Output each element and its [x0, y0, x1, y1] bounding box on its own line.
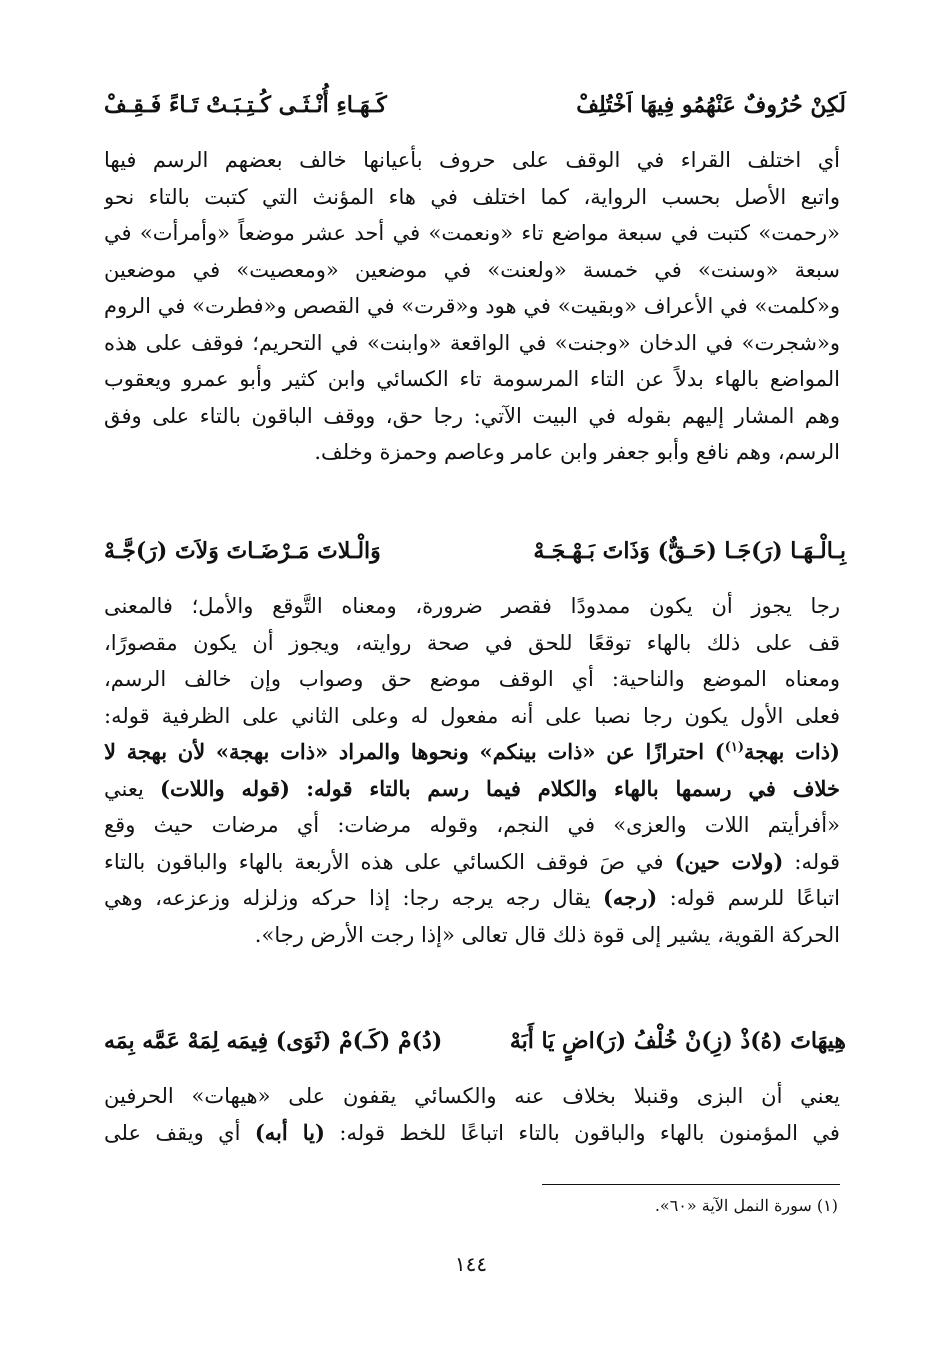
- paragraph-line: فعلى الأول يكون رجا نصبا على أنه مفعول له وعلى الثاني على الظرفية قوله:: [104, 703, 840, 728]
- plain-text: في صَ فوقف الكسائي على هذه الأربعة بالهاء والباقون بالتاء: [104, 849, 664, 874]
- paragraph-line: قف على ذلك بالهاء توقعًا للحق في صحة روايته، ويجوز أن يكون مقصورًا،: [104, 630, 840, 655]
- poem-verse-3: [104, 1028, 846, 1054]
- verse-2-first-hemistich: بِـالْـهَـا (رَ)جَـا (حَـقٌّ) وَذَاتَ بَـهْـجَـهْ: [533, 538, 846, 564]
- paragraph-line: وهم المشار إليهم بقوله في البيت الآتي: رجا حق، ووقف الباقون بالتاء على وفق: [104, 403, 840, 428]
- verse-2-second-hemistich: وَالْـلاتَ مَـرْضَـاتَ وَلاَتَ (رَ)جَّـهْ: [104, 538, 381, 564]
- paragraph-line: واتبع الأصل بحسب الرواية، كما اختلف في هاء المؤنث التي كتبت بالتاء نحو: [104, 184, 840, 209]
- paragraph-line: ومعناه الموضع والناحية: أي الوقف موضع حق وصواب وإن خالف الرسم،: [104, 667, 840, 691]
- paragraph-line: «رحمت» كتبت في سبعة مواضع تاء «ونعمت» في أحد عشر موضعاً «وأمرأت» في: [104, 221, 840, 245]
- footnote-divider: [542, 1184, 840, 1185]
- commentary-paragraph-1: [104, 142, 840, 471]
- paragraph-line: [104, 1115, 840, 1152]
- commentary-paragraph-2: [104, 588, 840, 953]
- bold-phrase: (ذات بهجة: [744, 739, 840, 764]
- paragraph-line: [104, 844, 840, 881]
- verse-3-first-hemistich: هِيهَاتَ (هُ)ذْ (زِ)نْ خُلْفُ (رَ)اضٍ يَا أَبَهْ: [509, 1028, 846, 1054]
- plain-text: يعني: [104, 776, 144, 801]
- plain-text: يقال رجه يرجه رجا: إذا حركه وزلزله وزعزعه، وهي: [104, 886, 591, 910]
- plain-text: أي ويقف على: [104, 1120, 241, 1145]
- verse-3-second-hemistich: (دُ)مْ (كَـ)مْ (ثَوَى) فِيمَه لِمَهْ عَمَّه بِمَه: [104, 1028, 443, 1054]
- plain-text: في المؤمنون بالهاء والباقون بالتاء اتباعًا للخط قوله:: [339, 1120, 840, 1145]
- paragraph-line: يعني أن البزى وقنبلا بخلاف عنه والكسائي يقفون على «هيهات» الحرفين: [104, 1084, 840, 1108]
- poem-verse-1: [104, 92, 846, 118]
- bold-quote: (يا أبه): [254, 1119, 325, 1145]
- page-number: ١٤٤: [454, 1252, 488, 1276]
- bold-quote: (قوله واللات): [160, 775, 290, 801]
- plain-text: قوله:: [794, 849, 840, 874]
- paragraph-line: و«كلمت» في الأعراف «وبقيت» في هود و«قرت» في القصص و«فطرت» في الروم: [104, 294, 840, 318]
- paragraph-line: الحركة القوية، يشير إلى قوة ذلك قال تعالى «إذا رجت الأرض رجا».: [254, 922, 840, 947]
- paragraph-line: الرسم، وهم نافع وأبو جعفر وابن عامر وعاصم وحمزة وخلف.: [314, 440, 840, 464]
- paragraph-line-bold: [104, 734, 840, 771]
- plain-text: اتباعًا للرسم قوله:: [669, 886, 840, 910]
- verse-1-second-hemistich: كَـهَـاءِ أُنْـثَـى كُـتِـبَـتْ تَـاءً فَـقِـفْ: [104, 92, 387, 118]
- bold-quote: (رجه): [602, 885, 658, 910]
- footnote-reference: (١): [724, 740, 745, 755]
- paragraph-line: «أفرأيتم اللات والعزى» في النجم، وقوله مرضات: أي مرضات حيث وقع: [104, 813, 840, 837]
- paragraph-line: [104, 880, 840, 917]
- bold-phrase: ) احترازًا عن «ذات بينكم» ونحوها والمراد «ذات بهجة» لأن بهجة لا: [104, 739, 725, 764]
- commentary-paragraph-3: [104, 1078, 840, 1151]
- paragraph-line: المواضع بالهاء بدلاً عن التاء المرسومة تاء الكسائي وابن كثير وأبو عمرو ويعقوب: [104, 367, 840, 391]
- paragraph-line: [104, 771, 840, 808]
- verse-1-first-hemistich: لَكِنْ حُرُوفٌ عَنْهُمُو فِيهَا اَخْتُلِفْ: [576, 92, 846, 118]
- footnote: (١) سورة النمل الآية «٦٠».: [654, 1196, 838, 1215]
- bold-quote: (ولات حين): [674, 848, 784, 874]
- poem-verse-2: [104, 538, 846, 564]
- paragraph-line: رجا يجوز أن يكون ممدودًا فقصر ضرورة، ومعناه التَّوقع والأمل؛ فالمعنى: [104, 594, 840, 618]
- bold-phrase: خلاف في رسمها بالهاء والكلام فيما رسم بالتاء قوله:: [306, 775, 840, 801]
- paragraph-line: سبعة «وسنت» في خمسة «ولعنت» في موضعين «ومعصيت» في موضعين: [104, 257, 840, 282]
- paragraph-line: أي اختلف القراء في الوقف على حروف بأعيانها خالف بعضهم الرسم فيها: [104, 148, 840, 172]
- paragraph-line: و«شجرت» في الدخان «وجنت» في الواقعة «وابنت» في التحريم؛ فوقف على هذه: [104, 330, 840, 355]
